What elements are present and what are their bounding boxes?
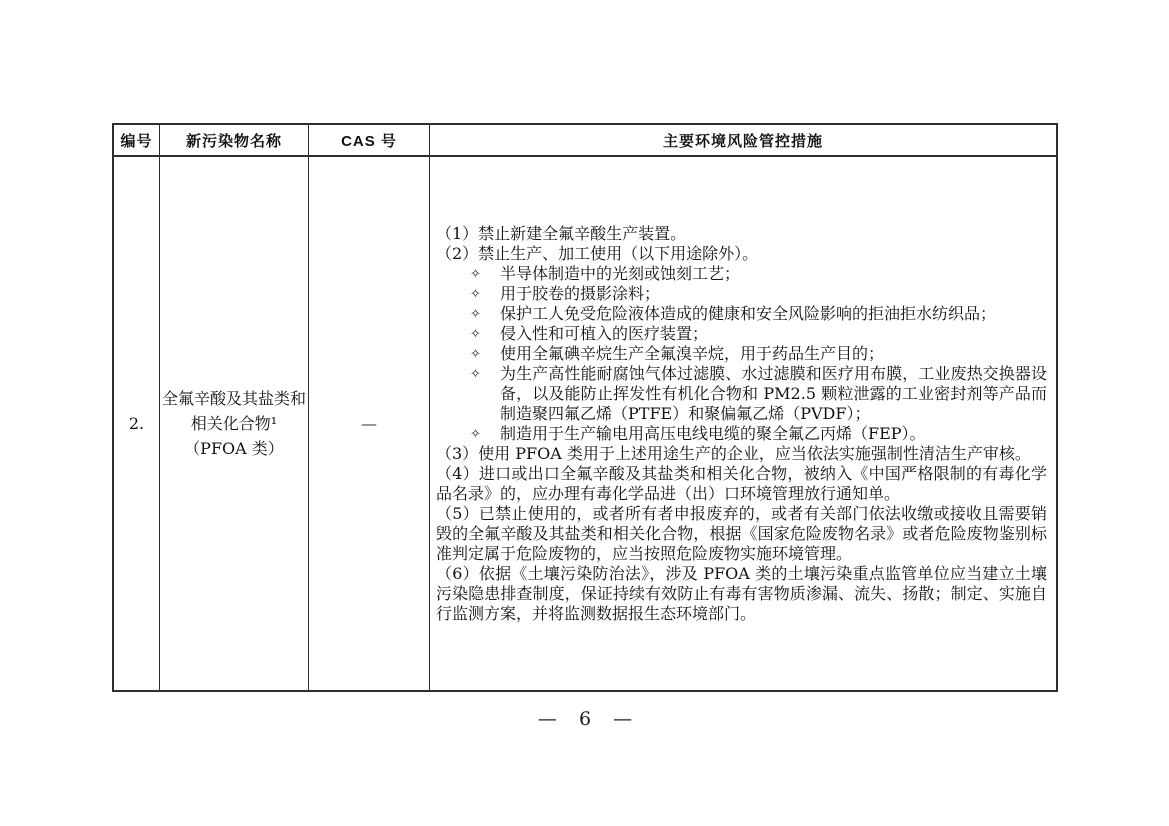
pollutant-name-line: 全氟辛酸及其盐类和 xyxy=(161,389,306,408)
diamond-bullet-icon: ✧ xyxy=(470,346,481,362)
serial-cell: 2. xyxy=(114,157,160,690)
header-cell-serial: 编号 xyxy=(114,125,160,155)
measure-item-bullet xyxy=(436,304,1047,324)
measure-item-numbered: （1）禁止新建全氟辛酸生产装置。 xyxy=(436,223,687,243)
diamond-bullet-icon: ✧ xyxy=(470,426,481,442)
header-cell-measures: 主要环境风险管控措施 xyxy=(662,132,823,150)
measure-text: 半导体制造中的光刻或蚀刻工艺； xyxy=(500,263,741,283)
measure-item-bullet xyxy=(436,424,1047,444)
measures-list xyxy=(430,157,1056,690)
cas-number-cell xyxy=(309,157,430,690)
diamond-bullet-icon: ✧ xyxy=(470,366,481,382)
measure-text: 制造用于生产输电用高压电线电缆的聚全氟乙丙烯（FEP）。 xyxy=(500,423,926,443)
measure-item-numbered: （5）已禁止使用的，或者所有者申报废弃的，或者有关部门依法收缴或接收且需要销毁的全氟辛酸及其盐类和相关化合物，根据《国家危险废物名录》或者危险废物鉴别标准判定属于危险废物的，应当按照危险废物实施环境管理。 xyxy=(436,503,1047,563)
header-cell-pollutant-name: 新污染物名称 xyxy=(160,125,309,155)
measure-item-numbered: （2）禁止生产、加工使用（以下用途除外）。 xyxy=(436,243,759,263)
diamond-bullet-icon: ✧ xyxy=(470,266,481,282)
diamond-bullet-icon: ✧ xyxy=(470,306,481,322)
measure-text: 使用全氟碘辛烷生产全氟溴辛烷，用于药品生产目的； xyxy=(500,343,885,363)
table-row xyxy=(114,157,1056,690)
diamond-bullet-icon: ✧ xyxy=(470,286,481,302)
measure-item-bullet xyxy=(436,324,1047,344)
header-cell-cas-number: CAS 号 xyxy=(309,125,430,155)
measure-text: 用于胶卷的摄影涂料； xyxy=(500,283,661,303)
pollutant-name-line: （PFOA 类） xyxy=(184,439,284,458)
measure-item-bullet xyxy=(436,264,1047,284)
diamond-bullet-icon: ✧ xyxy=(470,326,481,342)
cas-dash: — xyxy=(361,414,377,433)
measure-item-numbered: （3）使用 PFOA 类用于上述用途生产的企业，应当依法实施强制性清洁生产审核。 xyxy=(436,443,1031,463)
measure-text: 保护工人免受危险液体造成的健康和安全风险影响的拒油拒水纺织品； xyxy=(500,303,997,323)
pollutant-control-table xyxy=(112,123,1058,692)
measure-text: 为生产高性能耐腐蚀气体过滤膜、水过滤膜和医疗用布膜，工业废热交换器设备，以及能防止挥发性有机化合物和 PM2.5 颗粒泄露的工业密封剂等产品而制造聚四氟乙烯（PTFE）和聚偏氟乙烯（PVDF）； xyxy=(500,363,1047,423)
measure-item-bullet xyxy=(436,364,1047,424)
measure-item-numbered: （4）进口或出口全氟辛酸及其盐类和相关化合物，被纳入《中国严格限制的有毒化学品名录》的，应办理有毒化学品进（出）口环境管理放行通知单。 xyxy=(436,463,1047,503)
page-number: — 6 — xyxy=(537,708,633,730)
pollutant-name-cell xyxy=(160,157,309,690)
table-header-row xyxy=(114,125,1056,157)
measure-item-bullet xyxy=(436,344,1047,364)
pollutant-name-line: 相关化合物¹ xyxy=(190,414,278,433)
measure-text: 侵入性和可植入的医疗装置； xyxy=(500,323,709,343)
measure-item-bullet xyxy=(436,284,1047,304)
measure-item-numbered: （6）依据《土壤污染防治法》，涉及 PFOA 类的土壤污染重点监管单位应当建立土壤污染隐患排查制度，保证持续有效防止有毒有害物质渗漏、流失、扬散；制定、实施自行监测方案，并将监测数据报生态环境部门。 xyxy=(436,563,1047,623)
